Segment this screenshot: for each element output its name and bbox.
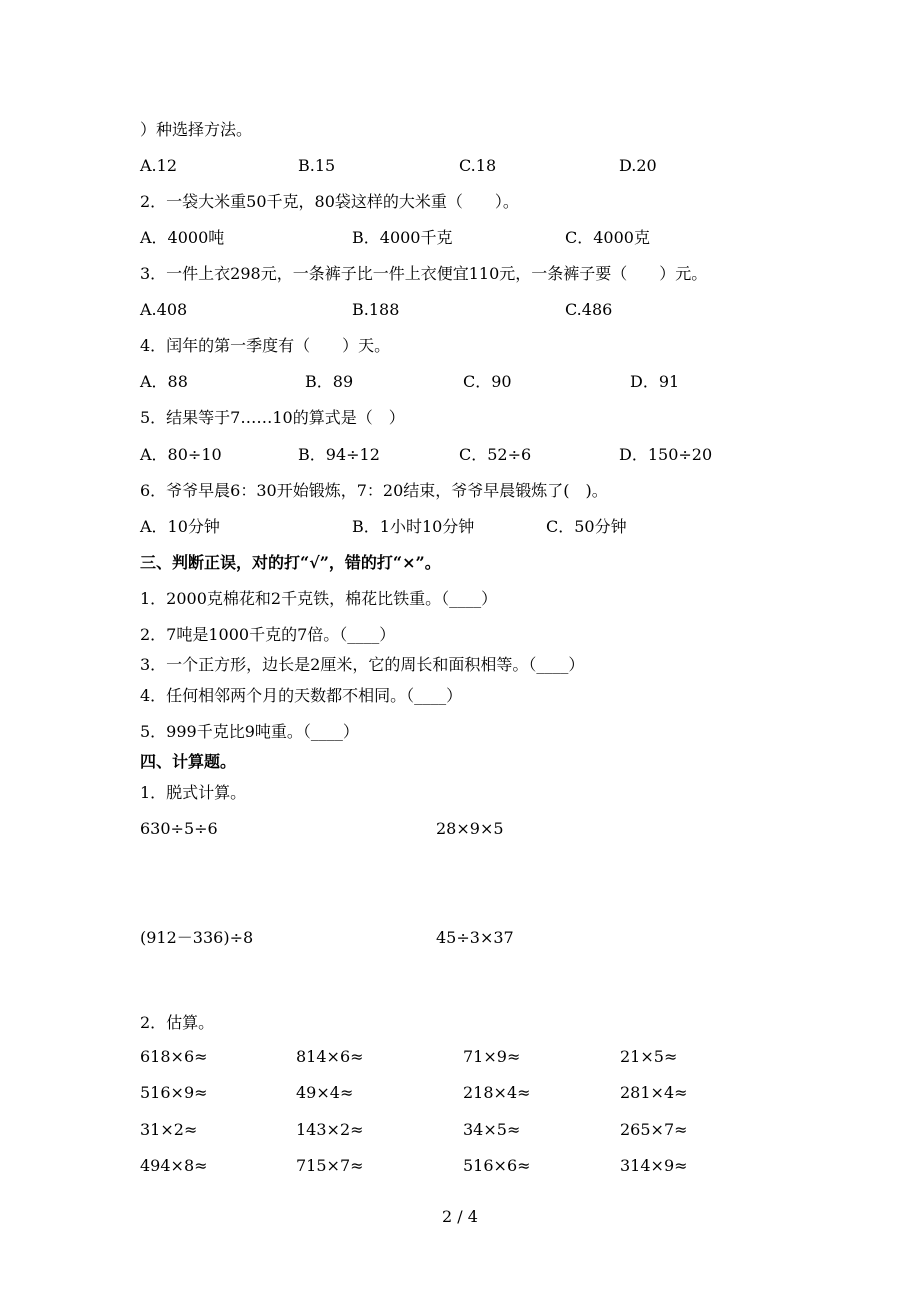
section-4-title: 四、计算题。 bbox=[140, 752, 237, 771]
q1-option-c: C.18 bbox=[459, 156, 497, 175]
estimate-item: 265×7≈ bbox=[620, 1120, 688, 1139]
q4-option-a: A．88 bbox=[140, 372, 188, 391]
question-3: 3．一件上衣298元，一条裤子比一件上衣便宜110元，一条裤子要（ ）元。 bbox=[140, 264, 708, 283]
judge-item-4: 4．任何相邻两个月的天数都不相同。（____） bbox=[140, 686, 463, 705]
page-number: 2 / 4 bbox=[442, 1207, 478, 1226]
estimate-item: 31×2≈ bbox=[140, 1120, 198, 1139]
q5-option-d: D．150÷20 bbox=[619, 445, 713, 464]
calc-expression-3: (912－336)÷8 bbox=[140, 928, 254, 947]
calc-subtitle: 1．脱式计算。 bbox=[140, 783, 247, 802]
q2-option-c: C．4000克 bbox=[565, 228, 650, 247]
estimate-item: 314×9≈ bbox=[620, 1156, 688, 1175]
calc-expression-2: 28×9×5 bbox=[436, 819, 504, 838]
estimate-subtitle: 2．估算。 bbox=[140, 1013, 215, 1032]
q5-option-a: A．80÷10 bbox=[140, 445, 222, 464]
question-5: 5．结果等于7……10的算式是（ ） bbox=[140, 408, 405, 427]
estimate-item: 21×5≈ bbox=[620, 1047, 678, 1066]
section-3-title: 三、判断正误，对的打“√”，错的打“×”。 bbox=[140, 553, 441, 572]
estimate-item: 218×4≈ bbox=[463, 1083, 531, 1102]
q3-option-b: B.188 bbox=[352, 300, 400, 319]
q1-option-d: D.20 bbox=[619, 156, 657, 175]
estimate-item: 516×6≈ bbox=[463, 1156, 531, 1175]
estimate-item: 143×2≈ bbox=[296, 1120, 364, 1139]
q1-option-a: A.12 bbox=[140, 156, 177, 175]
estimate-item: 516×9≈ bbox=[140, 1083, 208, 1102]
estimate-item: 618×6≈ bbox=[140, 1047, 208, 1066]
question-4: 4．闰年的第一季度有（ ）天。 bbox=[140, 336, 391, 355]
question-2: 2．一袋大米重50千克，80袋这样的大米重（ ）。 bbox=[140, 192, 519, 211]
q6-option-c: C．50分钟 bbox=[546, 517, 627, 536]
question-1-continuation: ）种选择方法。 bbox=[140, 120, 253, 139]
question-6: 6．爷爷早晨6：30开始锻炼，7：20结束，爷爷早晨锻炼了( )。 bbox=[140, 481, 608, 500]
judge-item-2: 2．7吨是1000千克的7倍。（____） bbox=[140, 625, 396, 644]
q4-option-b: B．89 bbox=[305, 372, 354, 391]
estimate-item: 49×4≈ bbox=[296, 1083, 354, 1102]
q6-option-a: A．10分钟 bbox=[140, 517, 220, 536]
judge-item-3: 3．一个正方形，边长是2厘米，它的周长和面积相等。（____） bbox=[140, 655, 585, 674]
judge-item-5: 5．999千克比9吨重。（____） bbox=[140, 722, 359, 741]
calc-expression-4: 45÷3×37 bbox=[436, 928, 514, 947]
q6-option-b: B．1小时10分钟 bbox=[352, 517, 475, 536]
q3-option-a: A.408 bbox=[140, 300, 188, 319]
q2-option-b: B．4000千克 bbox=[352, 228, 453, 247]
estimate-item: 71×9≈ bbox=[463, 1047, 521, 1066]
calc-expression-1: 630÷5÷6 bbox=[140, 819, 218, 838]
q2-option-a: A．4000吨 bbox=[140, 228, 225, 247]
estimate-item: 715×7≈ bbox=[296, 1156, 364, 1175]
judge-item-1: 1．2000克棉花和2千克铁，棉花比铁重。（____） bbox=[140, 589, 498, 608]
estimate-item: 494×8≈ bbox=[140, 1156, 208, 1175]
q4-option-d: D．91 bbox=[630, 372, 680, 391]
q4-option-c: C．90 bbox=[463, 372, 512, 391]
q1-option-b: B.15 bbox=[298, 156, 336, 175]
q5-option-c: C．52÷6 bbox=[459, 445, 532, 464]
estimate-item: 34×5≈ bbox=[463, 1120, 521, 1139]
q5-option-b: B．94÷12 bbox=[298, 445, 380, 464]
q3-option-c: C.486 bbox=[565, 300, 613, 319]
estimate-item: 281×4≈ bbox=[620, 1083, 688, 1102]
estimate-item: 814×6≈ bbox=[296, 1047, 364, 1066]
